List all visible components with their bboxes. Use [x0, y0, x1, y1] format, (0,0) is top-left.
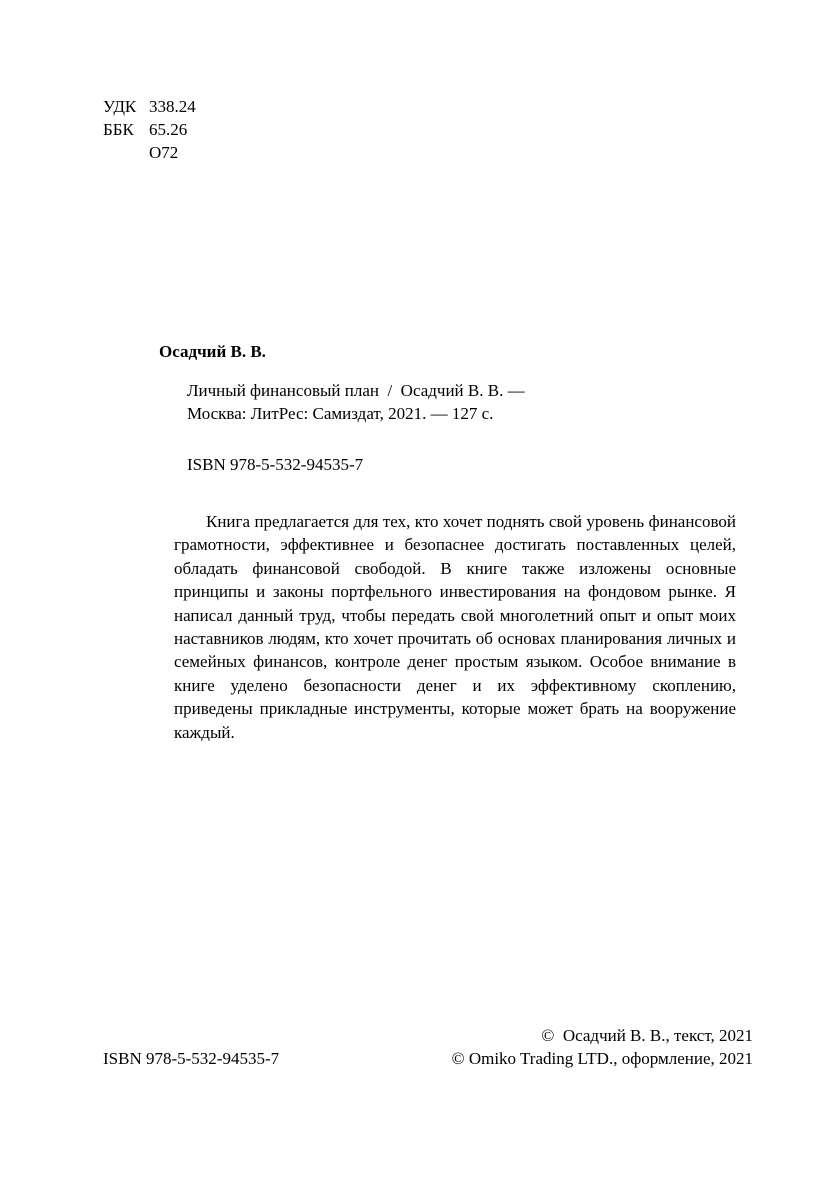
author-mark-row	[103, 141, 303, 164]
annotation-paragraph: Книга предлагается для тех, кто хочет поднять свой уровень финансовой грамотности, эффективнее и безопаснее достигать поставленных целей, обладать финансовой свободой. В книге также изложены основные принципы и законы портфельного инвестирования на фондовом рынке. Я написал данный труд, чтобы передать свой многолетний опыт и опыт моих наставников людям, кто хочет прочитать об основах планирования личных и семейных финансов, контроле денег простым языком. Особое внимание в книге уделено безопасности денег и их эффективному скоплению, приведены прикладные инструменты, которые может брать на вооружение каждый.	[174, 512, 736, 742]
bbk-row	[103, 118, 303, 141]
author-heading: Осадчий В. В.	[159, 342, 266, 361]
udk-row	[103, 95, 303, 118]
copyright-design: © Omiko Trading LTD., оформление, 2021	[451, 1049, 753, 1068]
footer-isbn: ISBN 978-5-532-94535-7	[103, 1049, 280, 1068]
classification-block	[103, 95, 303, 164]
copyright-text: © Осадчий В. В., текст, 2021	[541, 1026, 753, 1045]
imprint-line: Москва: ЛитРес: Самиздат, 2021. — 127 с.	[187, 404, 494, 423]
title-line: Личный финансовый план / Осадчий В. В. —	[187, 381, 525, 400]
bbk-label: ББК	[103, 120, 134, 139]
udk-value: 338.24	[149, 97, 196, 116]
udk-label: УДК	[103, 97, 137, 116]
author-mark: О72	[149, 143, 179, 162]
bbk-value: 65.26	[149, 120, 188, 139]
copyright-block	[452, 1024, 753, 1070]
isbn-line: ISBN 978-5-532-94535-7	[187, 455, 364, 474]
bibliographic-description	[187, 379, 747, 425]
